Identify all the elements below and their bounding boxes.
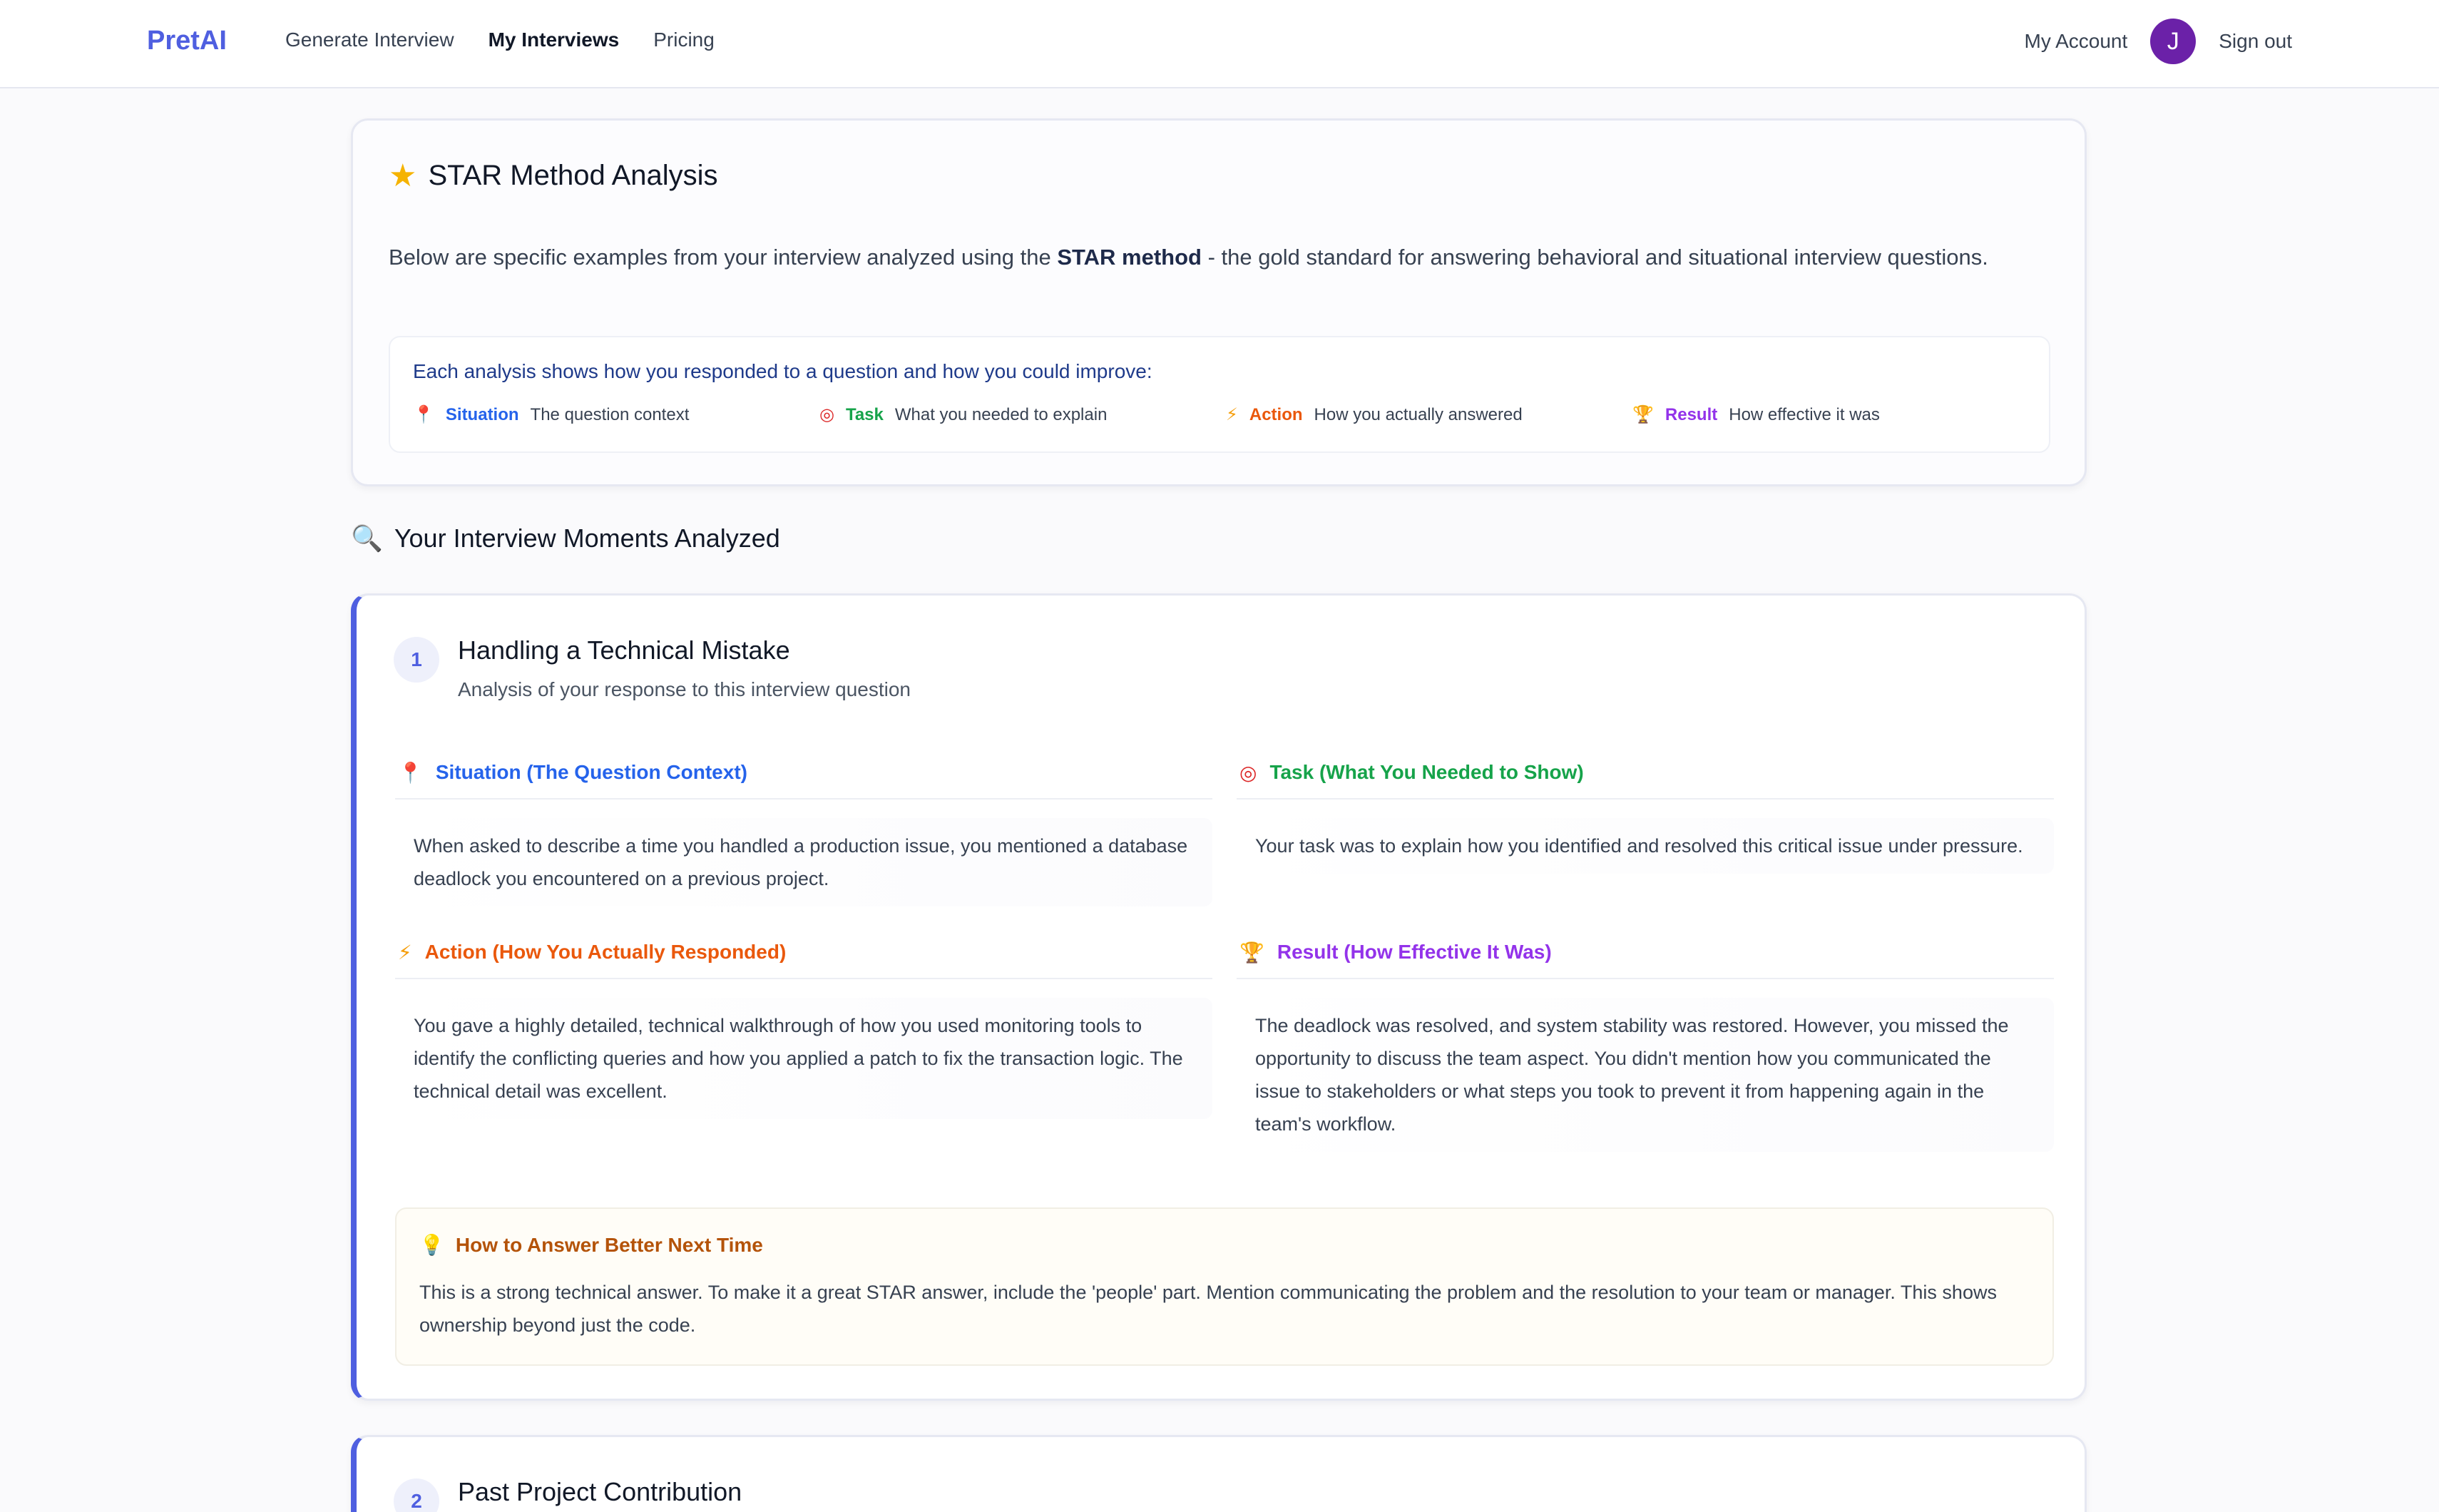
- trophy-icon: 🏆: [1632, 405, 1654, 424]
- moment-subtitle: Analysis of your response to this interview question: [458, 678, 911, 700]
- pin-icon: 📍: [398, 761, 423, 784]
- intro-text-bold: STAR method: [1057, 245, 1202, 270]
- star-legend: [389, 336, 2050, 453]
- result-heading-text: Result (How Effective It Was): [1277, 941, 1552, 963]
- legend-desc: How effective it was: [1729, 404, 1880, 424]
- interview-moment-card: [351, 1435, 2087, 1512]
- legend-item-task: [819, 404, 1226, 425]
- target-icon: ◎: [1239, 761, 1257, 784]
- intro-description: [389, 239, 2029, 276]
- legend-key: Situation: [445, 404, 519, 424]
- nav-generate-interview[interactable]: Generate Interview: [285, 29, 454, 51]
- account-area: [2025, 19, 2292, 64]
- moment-title: Past Project Contribution: [458, 1477, 742, 1506]
- task-heading: [1237, 747, 2054, 800]
- moment-number-badge: 1: [394, 637, 439, 683]
- action-heading-text: Action (How You Actually Responded): [424, 941, 787, 963]
- intro-text-prefix: Below are specific examples from your interview analyzed using the: [389, 245, 1058, 270]
- moments-section-title: [351, 523, 780, 553]
- intro-heading: [389, 158, 718, 194]
- legend-desc: The question context: [530, 404, 690, 424]
- improvement-heading: [419, 1233, 763, 1257]
- intro-title: STAR Method Analysis: [428, 160, 718, 191]
- star-method-intro-card: [351, 118, 2087, 486]
- interview-moment-card: [351, 593, 2087, 1401]
- avatar[interactable]: J: [2150, 19, 2196, 64]
- legend-heading: Each analysis shows how you responded to a question and how you could improve:: [413, 360, 1152, 382]
- legend-key: Task: [845, 404, 884, 424]
- star-icon: ★: [389, 158, 417, 193]
- top-navigation-bar: [0, 0, 2439, 88]
- situation-heading-text: Situation (The Question Context): [435, 761, 747, 783]
- moment-number-badge: 2: [394, 1478, 439, 1512]
- target-icon: ◎: [819, 405, 834, 424]
- legend-item-situation: [413, 404, 819, 425]
- action-text: You gave a highly detailed, technical walkthrough of how you used monitoring tools to identify the conflicting queries and how you applied a patch to fix the transaction logic. The technical detail was excellent.: [395, 998, 1212, 1119]
- task-text: Your task was to explain how you identified and resolved this critical issue under pressure.: [1237, 818, 2054, 874]
- nav-my-interviews[interactable]: My Interviews: [488, 29, 620, 51]
- moment-title: Handling a Technical Mistake: [458, 635, 790, 665]
- action-section: [395, 926, 1212, 1119]
- section-title-text: Your Interview Moments Analyzed: [394, 523, 780, 553]
- sign-out-link[interactable]: Sign out: [2219, 30, 2292, 52]
- pin-icon: 📍: [413, 405, 434, 424]
- lightning-icon: ⚡: [398, 941, 412, 964]
- legend-desc: How you actually answered: [1314, 404, 1523, 424]
- situation-heading: [395, 747, 1212, 800]
- improvement-tip: [395, 1207, 2054, 1366]
- legend-key: Action: [1249, 404, 1303, 424]
- result-heading: [1237, 926, 2054, 979]
- lightbulb-icon: 💡: [419, 1234, 444, 1256]
- action-heading: [395, 926, 1212, 979]
- magnifier-icon: 🔍: [351, 523, 383, 553]
- situation-text: When asked to describe a time you handled a production issue, you mentioned a database deadlock you encountered on a previous project.: [395, 818, 1212, 906]
- legend-row: [413, 404, 2039, 425]
- improvement-text: This is a strong technical answer. To make it a great STAR answer, include the 'people' part. Mention communicating the problem and the resolution to your team or manager. This shows ownership beyond just the code.: [419, 1282, 1997, 1336]
- result-text: The deadlock was resolved, and system stability was restored. However, you missed the opportunity to discuss the team aspect. You didn't mention how you communicated the issue to stakeholders or what steps you took to prevent it from happening again in the team's workflow.: [1237, 998, 2054, 1152]
- task-section: [1237, 747, 2054, 874]
- result-section: [1237, 926, 2054, 1152]
- brand-logo[interactable]: PretAI: [147, 26, 227, 56]
- trophy-icon: 🏆: [1239, 941, 1264, 964]
- my-account-link[interactable]: My Account: [2024, 30, 2128, 52]
- improvement-heading-text: How to Answer Better Next Time: [455, 1233, 763, 1256]
- situation-section: [395, 747, 1212, 906]
- lightning-icon: ⚡: [1226, 405, 1238, 424]
- main-nav: [285, 29, 715, 51]
- task-heading-text: Task (What You Needed to Show): [1269, 761, 1584, 783]
- intro-text-suffix: - the gold standard for answering behavioral and situational interview questions.: [1201, 245, 1988, 270]
- nav-pricing[interactable]: Pricing: [653, 29, 715, 51]
- legend-item-action: [1226, 404, 1632, 425]
- legend-desc: What you needed to explain: [894, 404, 1108, 424]
- legend-key: Result: [1665, 404, 1718, 424]
- legend-item-result: [1632, 404, 2039, 425]
